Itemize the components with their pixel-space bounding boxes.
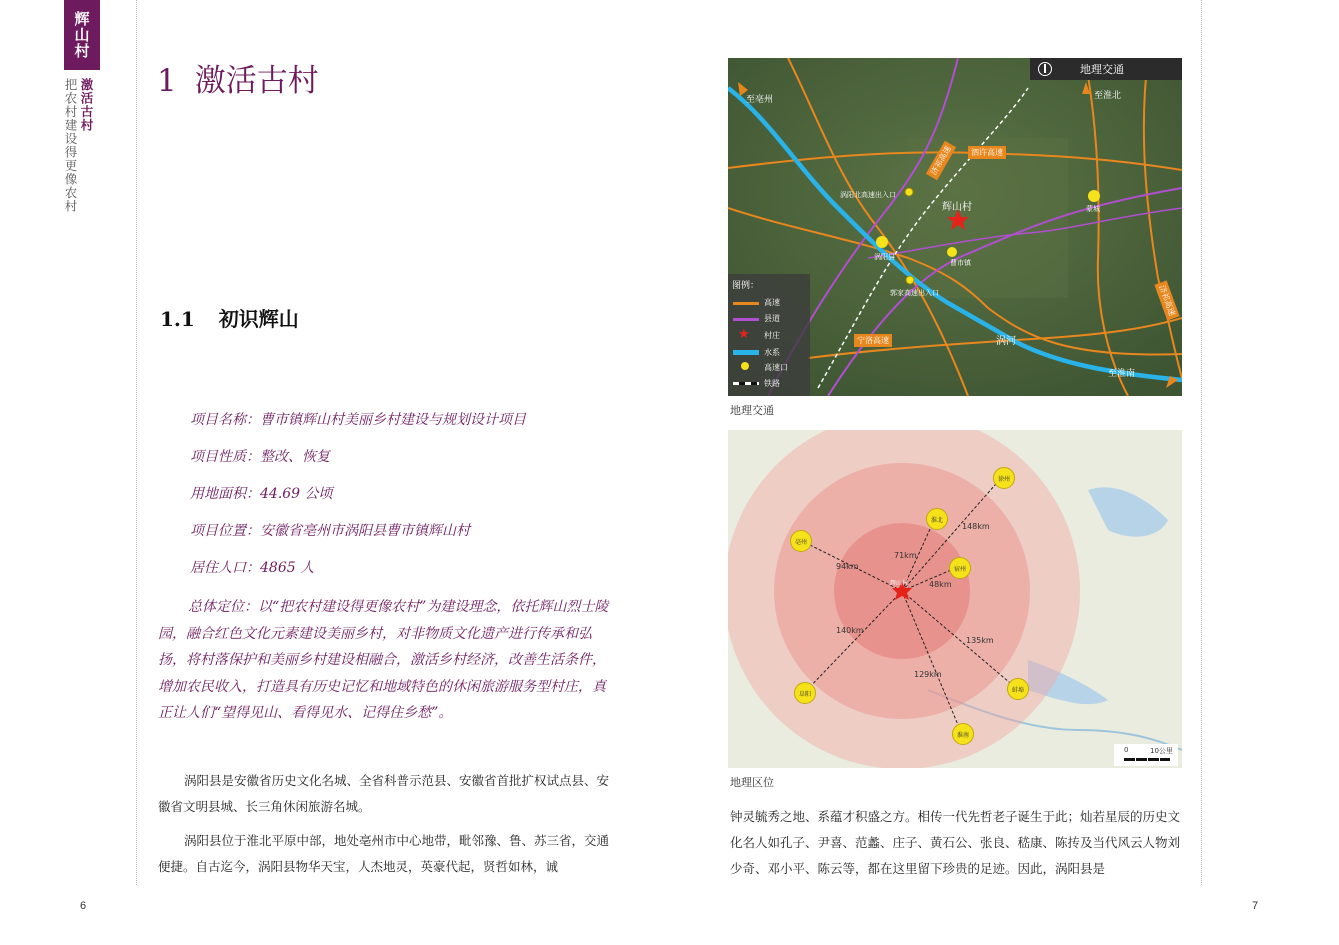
distance-huaibei: 71km [894,551,917,560]
scale-line [1124,758,1170,761]
body-paragraph-1: 涡阳县是安徽省历史文化名城、全省科普示范县、安徽省首批扩权试点县、安徽省文明县城、长三角休闲旅游名城。 [158,773,610,814]
project-info-nature: 项目性质：整改、恢复 [190,449,330,465]
legend-item: 县道 [764,314,780,323]
chapter-number: 1 [157,63,177,99]
legend-swatch-county-road [733,318,759,321]
legend-swatch-water [733,350,759,355]
location-map-caption: 地理区位 [730,776,774,789]
legend-item: 铁路 [764,379,780,388]
section-title: 初识辉山 [218,307,299,331]
town-dot [947,247,957,257]
label-mengcheng: 蒙城 [1086,205,1100,213]
map-legend [728,274,810,396]
label-guoyang: 涡阳县 [874,253,895,261]
project-info-area: 用地面积：44.69 公顷 [190,486,333,502]
label-to-huainan: 至淮南 [1108,369,1136,379]
city-xuzhou: 徐州 [993,467,1015,489]
left-margin-guide [136,0,137,885]
label-guojia-exit: 郭家高速出入口 [890,289,939,297]
town-dot [876,236,888,248]
city-bengbu: 蚌埠 [1007,678,1029,700]
project-info-location: 项目位置：安徽省亳州市涡阳县曹市镇辉山村 [190,523,470,539]
transport-map-caption: 地理交通 [730,404,774,417]
distance-suzhou: 48km [929,580,952,589]
body-paragraph-3: 钟灵毓秀之地、系蕴才积盛之方。相传一代先哲老子诞生于此；灿若星辰的历史文化名人如孔子、尹喜、范蠡、庄子、黄石公、张良、嵇康、陈抟及当代风云人物刘少奇、邓小平、陈云等，都在这里留下珍贵的足迹。因此，涡阳县是 [730,809,1181,876]
chapter-tab: 辉山村 [64,0,100,70]
legend-swatch-railway [733,382,759,385]
section-number: 1.1 [160,307,195,331]
city-huaibei: 淮北 [926,508,948,530]
distance-xuzhou: 148km [962,522,990,531]
chapter-tab-subtitle [62,78,94,213]
label-village: 辉山村 [942,202,972,213]
label-river: 涡河 [996,336,1016,347]
chapter-title: 激活古村 [194,63,319,99]
slogan: 把农村建设得更像农村 [63,78,78,213]
legend-item: 水系 [764,348,780,357]
town-dot [1088,190,1100,202]
label-expressway-b: 济祁高速 [926,141,956,180]
label-expressway-a: 泗许高速 [968,146,1006,159]
label-north-exit: 涡阳北高速出入口 [840,191,896,199]
city-fuyang: 阜阳 [794,682,816,704]
body-paragraph-2: 涡阳县位于淮北平原中部，地处亳州市中心地带，毗邻豫、鲁、苏三省，交通便捷。自古迄今，涡阳县物华天宝，人杰地灵，英豪代起，贤哲如林，诚 [158,833,610,874]
page-number-left: 6 [80,900,87,912]
project-info-list [190,410,620,595]
exit-marker [906,276,914,284]
label-to-huaibei: 至淮北 [1094,91,1122,101]
city-bozhou: 亳州 [790,530,812,552]
city-huainan: 淮南 [952,723,974,745]
legend-item: 村庄 [764,331,780,340]
label-expressway-d: 济祁高速 [1154,280,1179,320]
section-name: 激活古村 [79,78,94,132]
distance-bengbu: 135km [966,636,994,645]
exit-marker [905,188,913,196]
scale-bar [1114,744,1178,766]
label-caoshi: 曹市镇 [950,259,971,267]
legend-title: 图例： [732,281,760,291]
project-info-name: 项目名称：曹市镇辉山村美丽乡村建设与规划设计项目 [190,412,526,428]
project-info-population: 居住人口：4865 人 [190,560,315,576]
chapter-heading [157,55,319,100]
legend-item: 高速口 [764,363,788,372]
location-map-graphic [728,430,1182,768]
north-arrow-icon [1038,62,1052,76]
legend-exit-icon [741,362,749,370]
city-suzhou: 宿州 [949,557,971,579]
legend-star-icon: ★ [738,327,750,342]
scale-zero: 0 [1124,746,1129,754]
distance-bozhou: 94km [836,562,859,571]
distance-huainan: 129km [914,670,942,679]
scale-label: 10公里 [1150,747,1173,755]
map-title-bar [1030,58,1182,80]
label-expressway-c: 宁洛高速 [854,334,892,347]
right-margin-guide [1201,0,1202,885]
legend-swatch-expressway [733,302,759,305]
center-label: 辉山村 [890,580,909,587]
label-to-bozhou: 至亳州 [746,95,774,105]
legend-item: 高速 [764,298,780,307]
distance-fuyang: 140km [836,626,864,635]
positioning-summary: 总体定位：以“把农村建设得更像农村”为建设理念，依托辉山烈士陵园，融合红色文化元素建设美丽乡村，对非物质文化遗产进行传承和弘扬，将村落保护和美丽乡村建设相融合，激活乡村经济，改善生活条件，增加农民收入，打造具有历史记忆和地域特色的休闲旅游服务型村庄，真正让人们“望得见山、看得见水、记得住乡愁”。 [158,599,609,721]
page-number-right: 7 [1252,900,1259,912]
map-title: 地理交通 [1080,63,1124,76]
transport-map [728,58,1182,396]
section-heading [160,303,299,332]
location-map [728,430,1182,768]
